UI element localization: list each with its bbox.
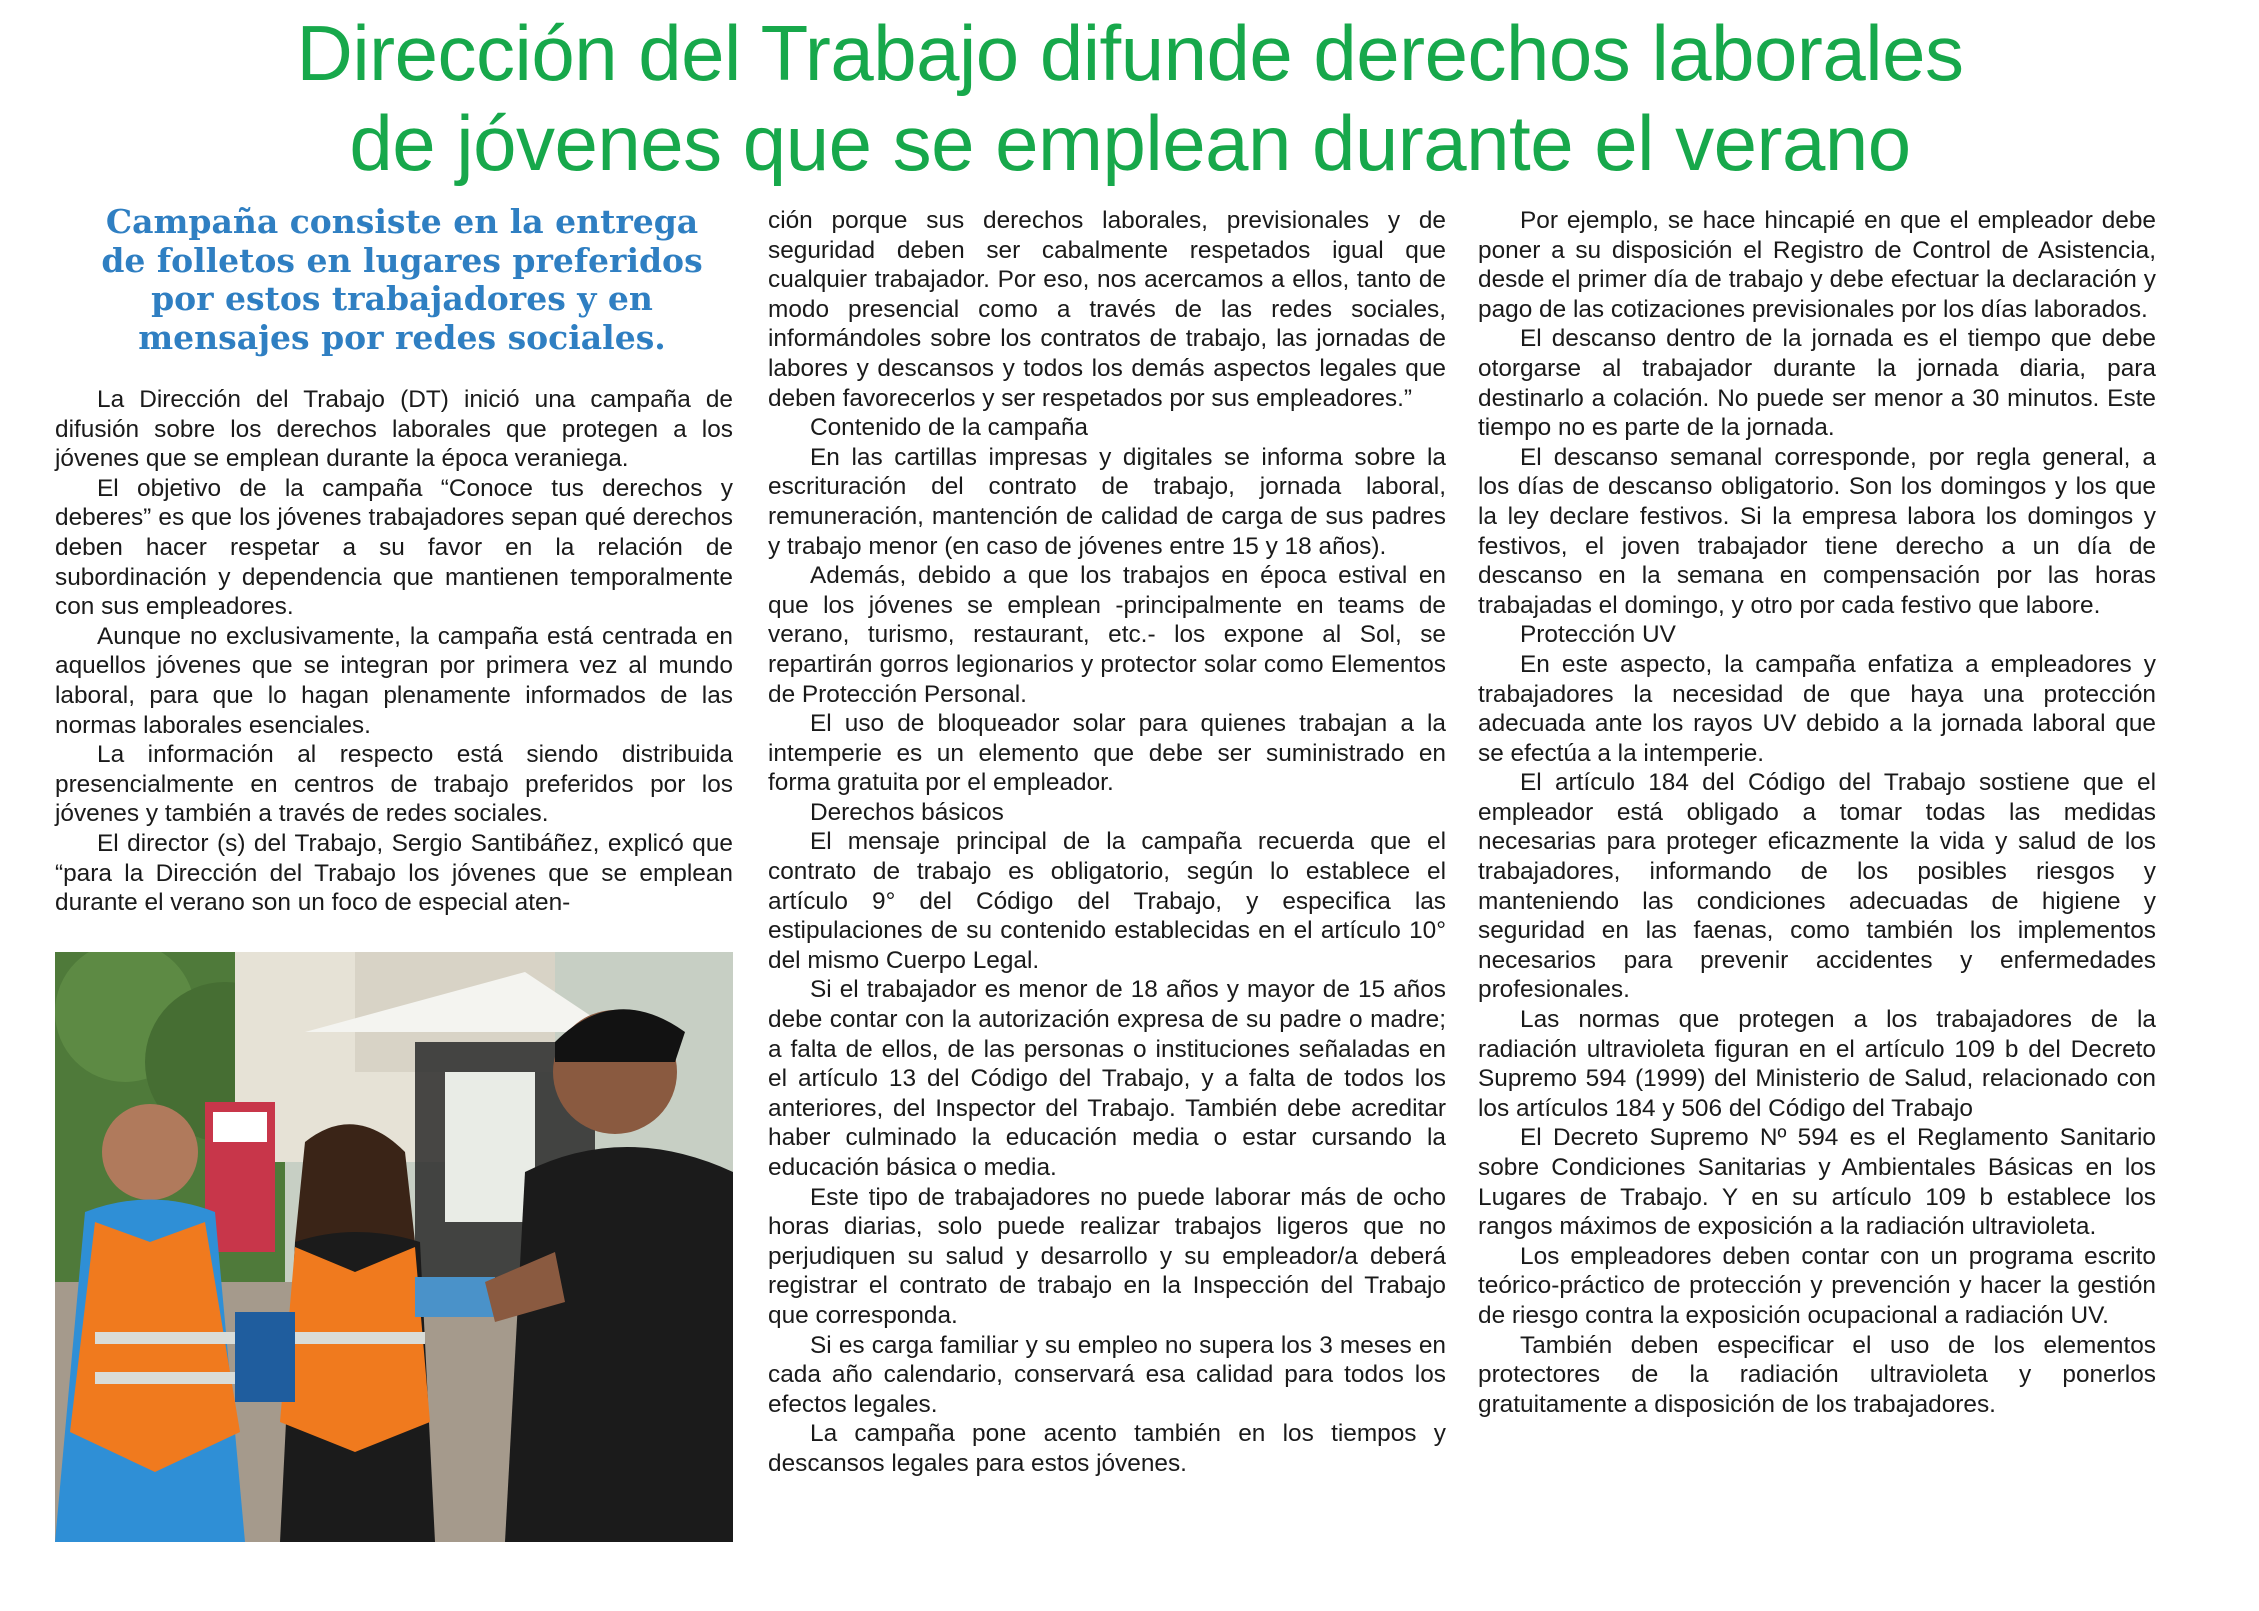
article-photo xyxy=(55,952,733,1542)
subhead-line-1: Campaña consiste en la entrega xyxy=(105,202,699,241)
section-heading: Derechos básicos xyxy=(810,798,1004,826)
article-subheading xyxy=(62,203,742,357)
paragraph: Si el trabajador es menor de 18 años y mayor de 15 años debe contar con la autorización expresa de su padre o madre; a falta de ellos, de las personas o instituciones señaladas en el artículo 13 del Código del Trabajo, y a falta de todos los anteriores, del Inspector del Trabajo. También debe acreditar haber culminado la educación media o estar cursando la educación básica o media. xyxy=(768,976,1446,1181)
paragraph: El director (s) del Trabajo, Sergio Santibáñez, explicó que “para la Dirección del Trabajo los jóvenes que se emplean durante el verano son un foco de especial aten- xyxy=(55,829,733,917)
paragraph: En las cartillas impresas y digitales se informa sobre la escrituración del contrato de trabajo, jornada laboral, remuneración, mantención de calidad de carga de sus padres y trabajo menor (en caso de jóvenes entre 15 y 18 años). xyxy=(768,443,1446,560)
paragraph: El mensaje principal de la campaña recuerda que el contrato de trabajo es obligatorio, según lo establece el artículo 9° del Código del Trabajo, y especifica las estipulaciones de su contenido establecidas en el artículo 10° del mismo Cuerpo Legal. xyxy=(768,828,1446,974)
article-headline xyxy=(40,8,2220,188)
article-column-3 xyxy=(1478,206,2156,1419)
paragraph: ción porque sus derechos laborales, previsionales y de seguridad deben ser cabalmente respetados igual que cualquier trabajador. Por eso, nos acercamos a ellos, tanto de modo presencial como a través de las redes sociales, informándoles sobre los contratos de trabajo, las jornadas de labores y descansos y todos los demás aspectos legales que deben favorecerlos y ser respetados por sus empleadores.” xyxy=(768,207,1446,412)
paragraph: Este tipo de trabajadores no puede laborar más de ocho horas diarias, solo puede realizar trabajos ligeros que no perjudiquen su salud y desarrollo y su empleador/a deberá registrar el contrato de trabajo en la Inspección del Trabajo que corresponda. xyxy=(768,1183,1446,1329)
headline-line-2: de jóvenes que se emplean durante el verano xyxy=(349,99,1911,187)
paragraph: La campaña pone acento también en los tiempos y descansos legales para estos jóvenes. xyxy=(768,1420,1446,1477)
paragraph: El artículo 184 del Código del Trabajo sostiene que el empleador está obligado a tomar todas las medidas necesarias para proteger eficazmente la vida y salud de los trabajadores, informando de los posibles riesgos y manteniendo las condiciones adecuadas de higiene y seguridad en las faenas, como también los implementos necesarios para prevenir accidentes y enfermedades profesionales. xyxy=(1478,769,2156,1004)
subhead-line-3: por estos trabajadores y en xyxy=(151,279,653,318)
article-column-1 xyxy=(55,385,733,918)
paragraph: Los empleadores deben contar con un programa escrito teórico-práctico de protección y prevención y hacer la gestión de riesgo contra la exposición ocupacional a radiación UV. xyxy=(1478,1242,2156,1329)
paragraph: El descanso semanal corresponde, por regla general, a los días de descanso obligatorio. Son los domingos y los que la ley declare festivos. Si la empresa labora los domingos y festivos, el joven trabajador tiene derecho a un día de descanso en la semana en compensación por las horas trabajadas el domingo, y otro por cada festivo que labore. xyxy=(1478,443,2156,619)
paragraph: El descanso dentro de la jornada es el tiempo que debe otorgarse al trabajador durante la jornada diaria, para destinarlo a colación. No puede ser menor a 30 minutos. Este tiempo no es parte de la jornada. xyxy=(1478,325,2156,442)
section-heading: Protección UV xyxy=(1520,621,1676,649)
article-column-2 xyxy=(768,206,1446,1479)
paragraph: Si es carga familiar y su empleo no supera los 3 meses en cada año calendario, conservará esa calidad para todos los efectos legales. xyxy=(768,1331,1446,1418)
paragraph: Aunque no exclusivamente, la campaña está centrada en aquellos jóvenes que se integran por primera vez al mundo laboral, para que lo hagan plenamente informados de las normas laborales esenciales. xyxy=(55,622,733,739)
paragraph: Por ejemplo, se hace hincapié en que el empleador debe poner a su disposición el Registro de Control de Asistencia, desde el primer día de trabajo y debe efectuar la declaración y pago de las cotizaciones previsionales por los días laborados. xyxy=(1478,207,2156,323)
paragraph: El Decreto Supremo Nº 594 es el Reglamento Sanitario sobre Condiciones Sanitarias y Ambientales Básicas en los Lugares de Trabajo. Y en su artículo 109 b establece los rangos máximos de exposición a la radiación ultravioleta. xyxy=(1478,1124,2156,1241)
paragraph: La información al respecto está siendo distribuida presencialmente en centros de trabajo preferidos por los jóvenes y también a través de redes sociales. xyxy=(55,741,733,828)
paragraph: En este aspecto, la campaña enfatiza a empleadores y trabajadores la necesidad de que haya una protección adecuada ante los rayos UV debido a la jornada laboral que se efectúa a la intemperie. xyxy=(1478,650,2156,767)
headline-line-1: Dirección del Trabajo difunde derechos laborales xyxy=(296,9,1964,97)
paragraph: El uso de bloqueador solar para quienes trabajan a la intemperie es un elemento que debe ser suministrado en forma gratuita por el empleador. xyxy=(768,710,1446,797)
subhead-line-4: mensajes por redes sociales. xyxy=(138,317,666,357)
paragraph: La Dirección del Trabajo (DT) inició una campaña de difusión sobre los derechos laborales que protegen a los jóvenes que se emplean durante la época veraniega. xyxy=(55,386,733,473)
photo-illustration xyxy=(55,952,733,1542)
subhead-line-2: de folletos en lugares preferidos xyxy=(101,240,703,280)
paragraph: También deben especificar el uso de los elementos protectores de la radiación ultravioleta y ponerlos gratuitamente a disposición de los trabajadores. xyxy=(1478,1331,2156,1418)
paragraph: El objetivo de la campaña “Conoce tus derechos y deberes” es que los jóvenes trabajadores sepan qué derechos deben hacer respetar a su favor en la relación de subordinación y dependencia que mantienen temporalmente con sus empleadores. xyxy=(55,474,733,621)
paragraph: Además, debido a que los trabajos en época estival en que los jóvenes se emplean -principalmente en teams de verano, turismo, restaurant, etc.- los expone al Sol, se repartirán gorros legionarios y protector solar como Elementos de Protección Personal. xyxy=(768,562,1446,708)
section-heading: Contenido de la campaña xyxy=(810,414,1088,442)
paragraph: Las normas que protegen a los trabajadores de la radiación ultravioleta figuran en el artículo 109 b del Decreto Supremo 594 (1999) del Ministerio de Salud, relacionado con los artículos 184 y 506 del Código del Trabajo xyxy=(1478,1006,2156,1122)
